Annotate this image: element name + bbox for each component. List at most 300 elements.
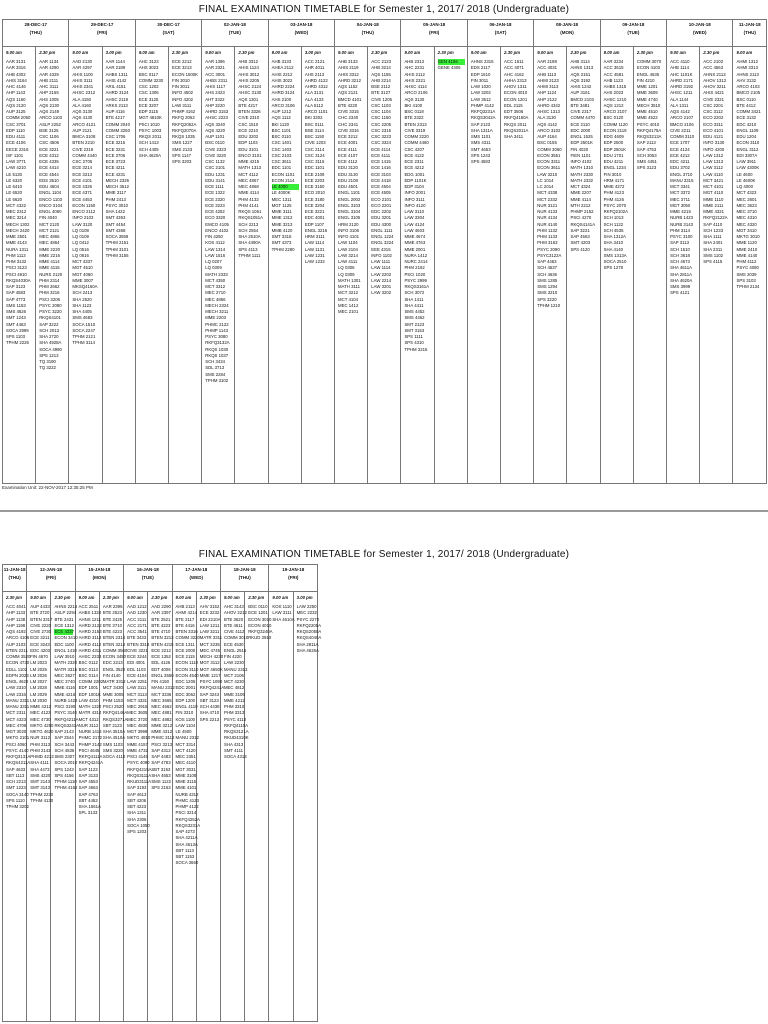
course-code: BTE 4412 bbox=[736, 102, 756, 108]
course-code: PSYC 1090 bbox=[199, 679, 223, 684]
course-code: MANU 2312 bbox=[151, 685, 175, 691]
course-code: FIN 4220 bbox=[223, 654, 242, 659]
course-code: PHMP 4162 bbox=[172, 109, 196, 114]
course-code: PHMP 2142 bbox=[78, 741, 102, 747]
course-code: PHMC 3112 bbox=[151, 735, 175, 741]
course-code: TPHM 2134 bbox=[736, 284, 760, 289]
course-code: BTEN 2210 bbox=[72, 140, 95, 146]
course-code: GENE 4306 bbox=[437, 65, 461, 71]
course-code: SAP 4633 bbox=[6, 766, 26, 772]
slot-time: 2.30 pm bbox=[199, 595, 216, 600]
course-code: MCT 4337 bbox=[72, 259, 93, 264]
course-code: PHM 1133 bbox=[537, 234, 558, 239]
course-code: MME 4510 bbox=[636, 109, 658, 114]
course-code: SMS 4683 bbox=[72, 315, 93, 321]
course-code: SHA 4405 bbox=[72, 309, 92, 314]
course-code: ENGL 1101 bbox=[338, 190, 361, 196]
course-code: AHRD 2122 bbox=[78, 622, 102, 628]
course-code: CSC 1306 bbox=[138, 90, 159, 96]
slot-time: 9.00 am bbox=[736, 50, 753, 55]
course-code: RKFQ3240A bbox=[248, 629, 273, 634]
course-code: ECO 2010 bbox=[304, 190, 325, 196]
course-code: SPS 1203 bbox=[127, 829, 147, 834]
course-code: AAD 1212 bbox=[127, 604, 147, 609]
course-code: ECE 4212 bbox=[670, 152, 690, 158]
course-code: SPS 4583 bbox=[470, 159, 491, 164]
course-code: EDP 1110 bbox=[6, 127, 25, 133]
course-code: MGT 3031 bbox=[175, 766, 196, 772]
exam-weekday: (TUE) bbox=[228, 30, 241, 35]
course-code: RKFQ4146A bbox=[102, 710, 128, 716]
course-code: SHA 2720 bbox=[39, 334, 59, 339]
course-code: AHRD 3192 bbox=[670, 84, 693, 89]
course-code: SHA 1411 bbox=[404, 296, 424, 302]
course-code: CIVE 3220 bbox=[205, 152, 227, 158]
course-code: COMM 3060 bbox=[537, 146, 562, 152]
course-code: COMM 3520 bbox=[6, 654, 31, 659]
course-code: ECON 3010 bbox=[248, 616, 272, 622]
course-code: PSCI 4145 bbox=[127, 754, 148, 759]
exam-weekday: (THU) bbox=[238, 575, 251, 580]
course-code: SMS 1102 bbox=[703, 252, 724, 258]
course-code: PHM 1113 bbox=[6, 252, 26, 258]
course-code: AHB 3114 bbox=[570, 59, 590, 64]
course-code: SCH 2213 bbox=[6, 779, 26, 784]
course-code: EDP 2500 bbox=[603, 140, 624, 146]
course-code: MEC 3740 bbox=[54, 679, 75, 684]
course-code: RKFQ4110A bbox=[223, 722, 249, 728]
course-code: SPS 1103 bbox=[6, 334, 26, 339]
course-code: EDI 3307A bbox=[736, 152, 758, 158]
course-code: MGT 4110 bbox=[703, 190, 724, 196]
slot-time: 9.00 am bbox=[127, 595, 143, 600]
course-code: BKI 3202 bbox=[304, 115, 323, 121]
course-code: ECE 2311 bbox=[404, 159, 424, 164]
course-code: MME 2111 bbox=[703, 202, 724, 208]
course-code: ECE 4111 bbox=[371, 152, 391, 158]
course-code: ALA 4133 bbox=[304, 96, 324, 102]
course-code: SCH 4537 bbox=[537, 265, 558, 271]
course-code: MCT 4230 bbox=[223, 679, 244, 684]
course-code: ALA 4150 bbox=[72, 96, 92, 102]
course-code: MATH 2330 bbox=[570, 171, 594, 177]
course-code: CIVE 2317 bbox=[570, 109, 592, 114]
course-code: PSCI 3214 bbox=[175, 810, 197, 816]
course-code: AHNS 2113 bbox=[703, 71, 726, 77]
course-code: PHM 3132 bbox=[6, 259, 27, 264]
generated-timestamp: Examination Unit: 22-NOV-2017 12:35:25 PM bbox=[2, 485, 93, 490]
course-code: AAR 2396 bbox=[102, 604, 123, 609]
time-slot-column bbox=[69, 47, 102, 484]
course-code: BTE 2117 bbox=[175, 616, 195, 622]
course-code: AHB 3133 bbox=[271, 59, 292, 64]
course-code: MME 3005 bbox=[102, 691, 124, 697]
course-code: LQ 0306 bbox=[338, 265, 355, 271]
course-code: CSC 1706 bbox=[105, 134, 126, 139]
course-code: ECON 3410 bbox=[54, 635, 78, 641]
time-slot-column bbox=[36, 47, 69, 484]
course-code: AHP 1198 bbox=[6, 622, 26, 628]
day-header bbox=[401, 20, 467, 47]
course-code: LAW 1312 bbox=[703, 152, 724, 158]
course-code: INFO 4101 bbox=[338, 234, 360, 239]
course-code: PHM 3313 bbox=[223, 710, 245, 716]
course-code: SOCA 2999 bbox=[6, 327, 29, 333]
course-code: ISF 1101 bbox=[6, 152, 24, 158]
course-code: BSC 1150 bbox=[304, 134, 325, 139]
course-code: SAP 4583 bbox=[6, 290, 26, 296]
course-code: PSYC 4080 bbox=[736, 265, 759, 271]
course-code: LAW 3202 bbox=[371, 290, 392, 296]
course-code: SAP 4773 bbox=[6, 296, 26, 302]
course-code: BSC 0110 bbox=[248, 604, 268, 609]
course-code: ECE 1201 bbox=[248, 610, 268, 616]
course-code: SAP 4483 bbox=[151, 754, 171, 759]
course-code: TPHM 1210 bbox=[537, 302, 561, 308]
course-code: SAP 4753 bbox=[636, 146, 657, 152]
course-code: SHA 1312A bbox=[603, 234, 626, 239]
course-code: MME 3111 bbox=[271, 209, 292, 214]
course-code: PHMD 4213 bbox=[30, 754, 54, 759]
course-code: ECON 3110 bbox=[175, 666, 199, 672]
course-code: LM 2028 bbox=[30, 685, 47, 691]
course-code: CSC 3223 bbox=[371, 134, 392, 139]
course-code: COMM 2202 bbox=[78, 679, 104, 684]
course-code: MME 2203 bbox=[205, 315, 226, 321]
course-code: AQS 3240 bbox=[205, 121, 226, 127]
course-code: MCT 3421 bbox=[703, 177, 724, 183]
course-code: COMM 3560 bbox=[102, 647, 128, 653]
course-code: SHA 4610A bbox=[272, 616, 295, 622]
course-code: LAW 4603 bbox=[404, 227, 425, 233]
course-code: PHMC 2172 bbox=[78, 735, 103, 741]
course-code: AQS 4220 bbox=[205, 127, 226, 133]
course-code: BSE 3114 bbox=[304, 127, 324, 133]
course-code: ALA 4160 bbox=[72, 102, 92, 108]
course-code: MME 2216 bbox=[39, 252, 60, 258]
course-code: KOS 1100 bbox=[175, 716, 196, 722]
course-code: ASLP 2252 bbox=[39, 121, 61, 127]
course-code: SMS 1313A bbox=[603, 252, 627, 258]
course-code: LAW 1020 bbox=[470, 84, 491, 89]
course-code: ENGL 3104 bbox=[338, 209, 361, 214]
timetable-body-row bbox=[3, 47, 767, 484]
course-code: SMS 4451 bbox=[636, 159, 657, 164]
course-code: AUP 1101 bbox=[205, 134, 225, 139]
course-code: SOCA 2010 bbox=[54, 760, 78, 766]
course-code: BSE 3125 bbox=[39, 127, 59, 133]
time-slot-column bbox=[335, 47, 368, 484]
course-code: AQS 1160 bbox=[6, 96, 26, 102]
course-code: SMT 4363 bbox=[105, 215, 126, 221]
course-code: ENGL 4110 bbox=[175, 704, 198, 709]
course-code: NURB 3143 bbox=[670, 221, 693, 227]
course-code: ACC 2102 bbox=[703, 59, 724, 64]
time-slot-column bbox=[124, 592, 152, 1022]
course-code: ECE 2000 bbox=[175, 647, 196, 653]
course-code: AHMI 3313 bbox=[736, 65, 758, 71]
course-code: EDU 3130 bbox=[338, 171, 358, 177]
course-code: MECH 1302 bbox=[6, 221, 30, 227]
course-code: SHA 4626A bbox=[296, 647, 319, 653]
course-code: EDU 3702 bbox=[670, 165, 690, 171]
course-code: ECE 2210 bbox=[238, 127, 259, 133]
exam-date: 09-JAN-18 bbox=[622, 22, 645, 27]
course-code: LM 2030 bbox=[30, 697, 47, 703]
course-code: MATH 1301 bbox=[338, 277, 361, 283]
course-code: BTEN 3318 bbox=[127, 641, 150, 647]
course-code: CIVE 1203 bbox=[304, 140, 326, 146]
course-code: BSC 1101 bbox=[271, 127, 291, 133]
course-code: TPHM 3102 bbox=[205, 377, 229, 383]
course-code: RKFQ2070A bbox=[172, 127, 197, 133]
course-code: EDP 1610 bbox=[470, 71, 491, 77]
course-code: MKSQ4160A bbox=[72, 284, 98, 289]
course-code: MCT 4112 bbox=[238, 171, 259, 177]
course-code: AHC 4162 bbox=[504, 71, 524, 77]
course-code: ACC 1511 bbox=[504, 59, 524, 64]
slot-time: 9.00 am bbox=[6, 50, 22, 55]
course-code: MANU 2311 bbox=[6, 697, 30, 703]
course-code: EDU 4121 bbox=[703, 134, 724, 139]
course-code: AAR 4290 bbox=[39, 65, 59, 71]
course-code: ECE 2212 bbox=[172, 59, 192, 64]
course-code: CSC 3611 bbox=[271, 159, 292, 164]
course-code: SHA 4611A bbox=[670, 265, 692, 271]
course-code: MME 4140 bbox=[736, 252, 758, 258]
course-code: ECE 4312 bbox=[39, 152, 59, 158]
course-code: AHP 1133 bbox=[6, 610, 26, 616]
course-code: SMS 1101 bbox=[470, 134, 491, 139]
slot-time: 9.00 am bbox=[537, 50, 554, 55]
course-code: AHIS 2321 bbox=[404, 77, 426, 83]
slot-time: 2.30 pm bbox=[636, 50, 653, 55]
time-slot-column bbox=[368, 47, 401, 484]
course-code: EDU 4211 bbox=[603, 159, 624, 164]
course-code: MGT 3020 bbox=[6, 729, 27, 734]
course-code: SDL 3713 bbox=[205, 365, 225, 371]
course-code: MME 2207 bbox=[570, 190, 592, 196]
course-code: NUR 4134 bbox=[537, 215, 558, 221]
course-code: MATH 3111 bbox=[338, 284, 360, 289]
course-code: CIVE 3316 bbox=[338, 127, 359, 133]
course-code: SHA 3410 bbox=[603, 240, 624, 246]
course-code: MEC 4865 bbox=[39, 234, 60, 239]
course-code: ECE 3221 bbox=[304, 209, 325, 214]
slot-time: 3.00 pm bbox=[296, 595, 313, 600]
course-code: ECE 3132 bbox=[736, 115, 757, 121]
day-header bbox=[69, 20, 135, 47]
course-code: MME 4763 bbox=[404, 240, 426, 246]
course-code: MKTG 2101 bbox=[6, 735, 30, 741]
time-slot-column bbox=[700, 47, 733, 484]
course-code: AHSC 3130 bbox=[238, 90, 262, 96]
course-code: PHM 3310 bbox=[223, 704, 245, 709]
course-code: SMS 3210 bbox=[537, 290, 558, 296]
course-code: MEC 4730 bbox=[30, 716, 51, 722]
course-code: EDU 4501 bbox=[338, 184, 358, 189]
course-code: MME 4143 bbox=[6, 240, 27, 246]
course-code: SAP 3221 bbox=[570, 227, 590, 233]
course-code: RKQS 2011 bbox=[504, 121, 527, 127]
course-code: SHA 4140 bbox=[603, 246, 624, 252]
course-code: MCT 4104 bbox=[338, 296, 359, 302]
course-code: NUR 3112 bbox=[78, 722, 99, 728]
course-code: ARCO 1103 bbox=[39, 115, 63, 121]
course-code: BTE 4710 bbox=[151, 629, 171, 634]
course-code: AQS 4192 bbox=[6, 629, 26, 634]
course-code: FIN 3010 bbox=[172, 77, 190, 83]
course-code: BTE 4217 bbox=[238, 102, 258, 108]
course-code: SMS 1103 bbox=[102, 741, 123, 747]
course-code: PSCI 3213 bbox=[151, 741, 173, 747]
day-header bbox=[75, 565, 123, 592]
course-code: CSC 1401 bbox=[271, 140, 292, 146]
course-code: AHSC 2119 bbox=[105, 96, 128, 102]
course-code: LC 2014 bbox=[537, 184, 554, 189]
course-code: PSYC 4140 bbox=[6, 747, 29, 753]
course-code: AHRD 4112 bbox=[78, 641, 102, 647]
course-code: SCH 2413 bbox=[72, 290, 93, 296]
course-code: PSYC 2270 bbox=[296, 616, 320, 622]
course-code: TPHM 1111 bbox=[238, 252, 261, 258]
exam-date: 30-DEC-17 bbox=[157, 22, 180, 27]
time-slot-column bbox=[401, 47, 434, 484]
course-code: MEC 4110 bbox=[175, 760, 196, 766]
course-code: CSC 1403 bbox=[271, 146, 292, 152]
course-code: MATR 3312 bbox=[102, 679, 126, 684]
course-code: SCH 4438 bbox=[199, 704, 220, 709]
course-code: AHV 3152 bbox=[199, 604, 220, 609]
course-code: MME 4101 bbox=[175, 785, 197, 791]
course-code: COMM 4440 bbox=[72, 152, 97, 158]
course-code: AHSC 1313 bbox=[537, 109, 560, 114]
course-code: CIVE 2220 bbox=[30, 622, 52, 628]
time-slot-column bbox=[434, 47, 467, 484]
course-code: SCH 4536 bbox=[54, 747, 75, 753]
course-code: FIEN 1101 bbox=[570, 152, 591, 158]
course-code: ECE 4104 bbox=[127, 672, 147, 678]
slot-time: 2.30 pm bbox=[102, 595, 119, 600]
course-code: MANU 2312 bbox=[175, 735, 199, 741]
course-code: AQS 3192 bbox=[570, 77, 591, 83]
course-code: CHC 2341 bbox=[338, 121, 359, 127]
course-code: EDC 1101 bbox=[271, 165, 292, 171]
course-code: MEC 2601 bbox=[736, 196, 757, 202]
course-code: TPHM 2280 bbox=[271, 246, 295, 252]
course-code: AQS 2151 bbox=[570, 71, 591, 77]
course-code: INFO 3111 bbox=[404, 196, 425, 202]
course-code: ECE 4453 bbox=[72, 196, 92, 202]
course-code: SCH 4636 bbox=[537, 271, 558, 277]
time-slot-column bbox=[269, 592, 293, 1022]
course-code: EDP 1101K bbox=[404, 177, 427, 183]
course-code: SMT 3315 bbox=[271, 234, 292, 239]
course-code: RKUD3111A bbox=[127, 779, 152, 784]
course-code: AQS 2130 bbox=[39, 102, 60, 108]
course-code: RKQS4030A bbox=[6, 277, 31, 283]
exam-weekday: (MON) bbox=[92, 575, 107, 580]
course-code: AHSC 1211 bbox=[670, 90, 693, 96]
course-code: ECE 2115 bbox=[175, 654, 195, 659]
course-code: SCH 3072 bbox=[404, 290, 425, 296]
course-code: SCH 3618 bbox=[670, 252, 690, 258]
course-code: AHIS 2119 bbox=[338, 65, 359, 71]
course-code: AHBS 1311 bbox=[105, 71, 128, 77]
course-code: RKQS 1035 bbox=[172, 134, 195, 139]
course-code: AHRD 2224 bbox=[271, 84, 295, 89]
course-code: EDC 2001 bbox=[175, 685, 196, 691]
course-code: BTEN 3213 bbox=[151, 635, 174, 641]
course-code: AHB 1113 bbox=[537, 71, 557, 77]
course-code: MCT 4331 bbox=[127, 697, 148, 703]
course-code: PHM 2413 bbox=[105, 196, 126, 202]
course-code: SMS 2284 bbox=[205, 371, 226, 377]
course-code: EDP 1107 bbox=[304, 221, 325, 227]
course-code: CIVE 3221 bbox=[127, 647, 148, 653]
exam-weekday: (FRI) bbox=[288, 575, 299, 580]
slot-time: 9.00 am bbox=[72, 50, 89, 55]
course-code: MGT 3050 bbox=[670, 202, 691, 208]
course-code: BMCD 4101 bbox=[338, 96, 362, 102]
course-code: BTE 3710 bbox=[102, 622, 122, 628]
exam-date: 05-JAN-18 bbox=[423, 22, 446, 27]
course-code: MCT 4338 bbox=[537, 190, 558, 196]
course-code: MGT 4510 bbox=[72, 265, 93, 271]
course-code: FIN 4040 bbox=[39, 215, 57, 221]
course-code: RKFQ4215A bbox=[127, 766, 152, 772]
course-code: RKFQ 2062 bbox=[172, 115, 195, 121]
slot-time: 2.30 pm bbox=[437, 50, 454, 55]
course-code: MECH 4230 bbox=[199, 654, 224, 659]
course-code: NURA 1311 bbox=[6, 246, 29, 252]
course-code: INFO 4120 bbox=[404, 202, 426, 208]
course-code: NUR 3112 bbox=[30, 735, 50, 741]
course-code: MCT 4101 bbox=[703, 184, 724, 189]
course-code: SCH 1013 bbox=[603, 215, 624, 221]
course-code: ECE 2320 bbox=[205, 196, 225, 202]
course-code: BTE 3481 bbox=[570, 102, 590, 108]
course-code: AUP 1212 bbox=[271, 109, 292, 114]
course-code: AHB 2313 bbox=[404, 59, 425, 64]
course-code: MECH 3512 bbox=[105, 184, 130, 189]
course-code: SMT 4368 bbox=[105, 227, 126, 233]
course-code: CIVE 2319 bbox=[72, 146, 94, 152]
course-code: AHRD 4122 bbox=[304, 77, 328, 83]
course-code: AQS 3130 bbox=[72, 109, 93, 114]
course-code: MCT 4120 bbox=[175, 747, 196, 753]
course-code: ARCO 2107 bbox=[603, 109, 627, 114]
course-code: ACC 3001 bbox=[205, 71, 226, 77]
slot-time: 9.00 am bbox=[223, 595, 240, 600]
course-code: CIVE 2321 bbox=[703, 96, 725, 102]
course-code: ECE 3125 bbox=[138, 96, 159, 102]
course-code: AHHA 2313 bbox=[504, 77, 527, 83]
course-code: LAW 2202 bbox=[371, 271, 392, 277]
exam-timetable bbox=[2, 19, 767, 484]
course-code: EDPN 2023 bbox=[6, 672, 29, 678]
course-code: SHA 4313 bbox=[223, 741, 244, 747]
course-code: SMS 2039 bbox=[736, 271, 757, 277]
course-code: AHBS 1324 bbox=[78, 610, 102, 616]
course-code: MEC 1311 bbox=[271, 196, 292, 202]
course-code: MME 4740 bbox=[636, 96, 658, 102]
course-code: AHIS 3164 bbox=[6, 77, 27, 83]
course-code: LQ 0309 bbox=[338, 271, 355, 277]
course-code: AHRD 2153 bbox=[78, 629, 102, 634]
course-code: AHSC 2312 bbox=[72, 90, 96, 96]
course-code: LQ 0616 bbox=[72, 252, 89, 258]
